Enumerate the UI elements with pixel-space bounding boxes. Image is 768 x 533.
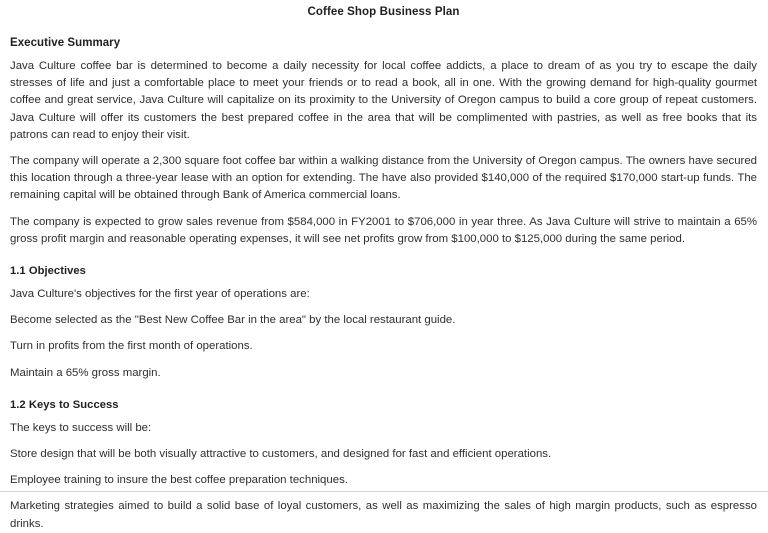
paragraph: The keys to success will be: (10, 421, 152, 434)
list-item: Maintain a 65% gross margin. (10, 366, 161, 379)
paragraph: Java Culture's objectives for the first year of operations are: (10, 288, 310, 301)
paragraph: The company will operate a 2,300 square foot coffee bar within a walking distance from the University of Oregon campus. The owners have secured this location through a three-year lease with an option for extending. The have also provided $140,000 of the required $170,000 start-up funds. The remaining capital will be obtained through Bank of America commercial loans. (10, 155, 757, 202)
list-item: Become selected as the "Best New Coffee Bar in the area" by the local restaurant guide. (10, 314, 456, 327)
section-heading-executive-summary: Executive Summary (10, 37, 121, 49)
section-heading-keys-to-success: 1.2 Keys to Success (10, 398, 119, 411)
paragraph: The company is expected to grow sales revenue from $584,000 in FY2001 to $706,000 in year three. As Java Culture will strive to maintain a 65% gross profit margin and reasonable operating expenses, it will see net profits grow from $100,000 to $125,000 during the same period. (10, 215, 757, 245)
list-item: Store design that will be both visually attractive to customers, and designed for fast and efficient operations. (10, 448, 552, 461)
list-item: Marketing strategies aimed to build a solid base of loyal customers, as well as maximizing the sales of high margin products, such as espresso drinks. (10, 500, 757, 530)
page-title: Coffee Shop Business Plan (307, 6, 460, 18)
section-heading-objectives: 1.1 Objectives (10, 265, 86, 278)
paragraph: Java Culture coffee bar is determined to become a daily necessity for local coffee addicts, a place to dream of as you try to escape the daily stresses of life and just a comfortable place to meet your friends or to read a book, all in one. With the growing demand for high-quality gourmet coffee and great service, Java Culture will capitalize on its proximity to the University of Oregon campus to build a core group of repeat customers. Java Culture will offer its customers the best prepared coffee in the area that will be complimented with pastries, as well as free books that its patrons can read to enjoy their visit. (10, 60, 757, 141)
page-bottom-edge (0, 491, 768, 492)
list-item: Turn in profits from the first month of operations. (10, 340, 253, 353)
list-item: Employee training to insure the best coffee preparation techniques. (10, 474, 348, 487)
